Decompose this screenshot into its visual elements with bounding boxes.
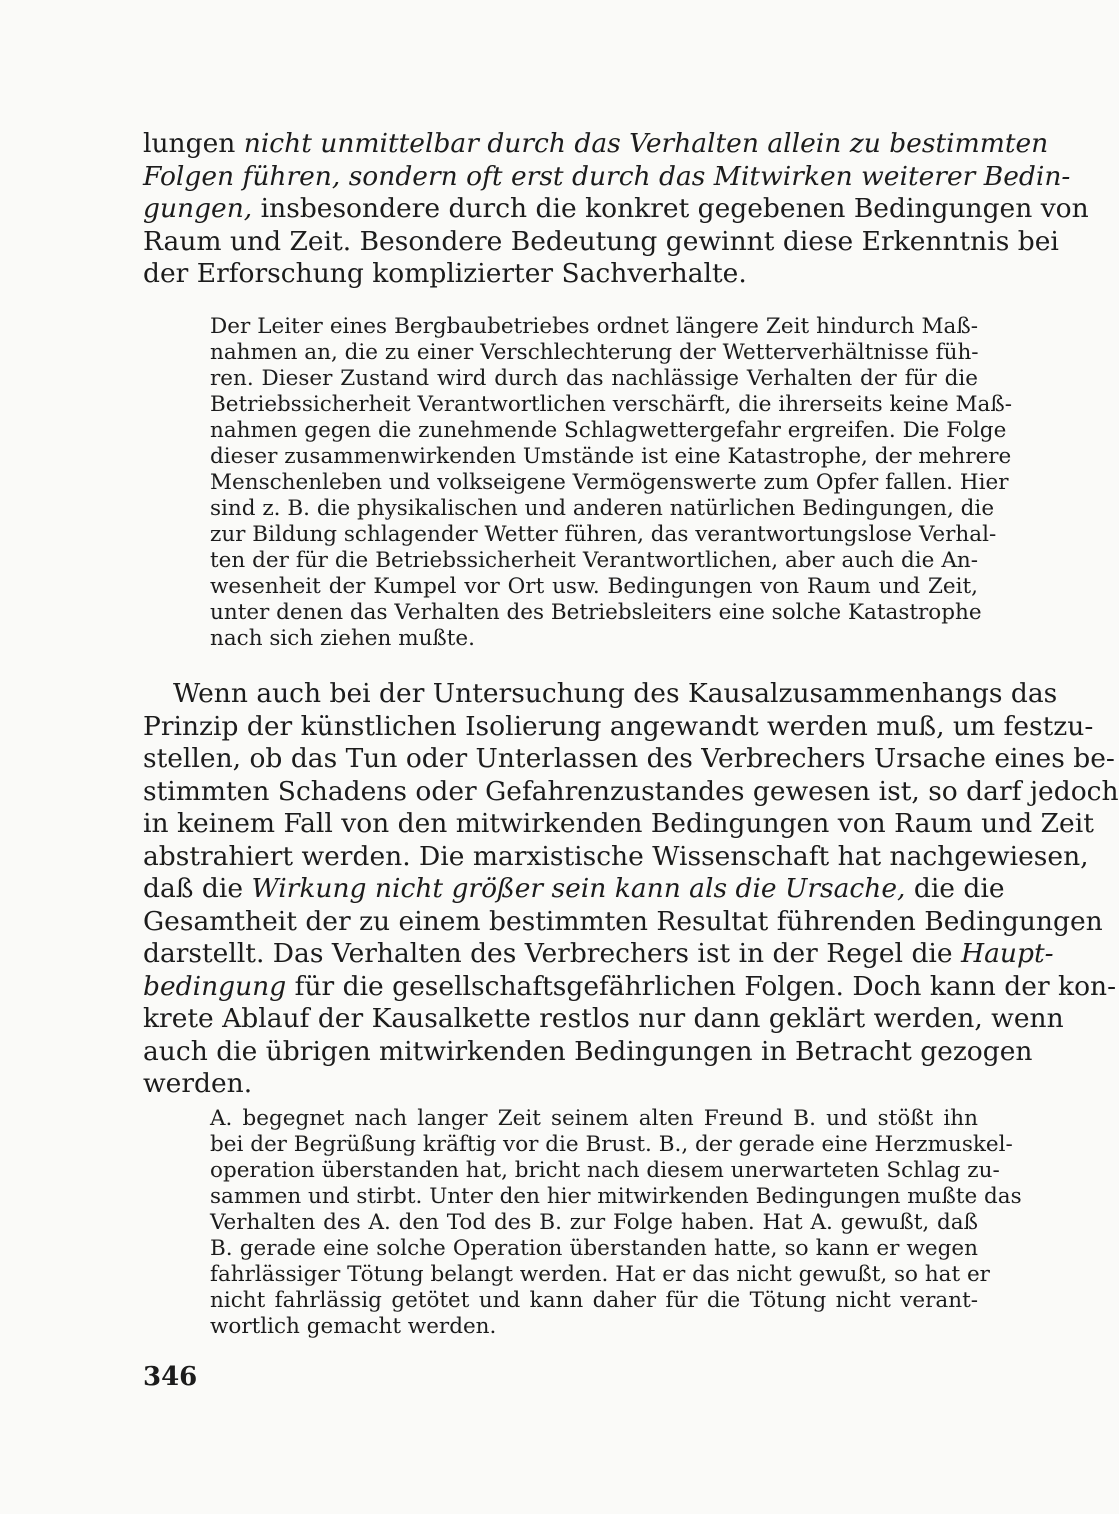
text-line: sind z. B. die physikalischen und anderen natürlichen Bedingungen, die bbox=[210, 496, 995, 521]
text-line: operation überstanden hat, bricht nach diesem unerwarteten Schlag zu- bbox=[210, 1158, 1000, 1183]
text-line bbox=[143, 160, 1071, 193]
text-line bbox=[143, 128, 1049, 160]
text-run: abstrahiert werden. Die marxistische Wissenschaft hat nachgewiesen, bbox=[143, 840, 1089, 872]
text-run: Raum und Zeit. Besondere Bedeutung gewinnt diese Erkenntnis bei bbox=[143, 225, 1059, 257]
text-line: B. gerade eine solche Operation überstanden hatte, so kann er wegen bbox=[210, 1236, 978, 1261]
text-run: Prinzip der künstlichen Isolierung angewandt werden muß, um festzu- bbox=[143, 710, 1094, 742]
text-line: nahmen an, die zu einer Verschlechterung der Wetterverhältnisse füh- bbox=[210, 340, 979, 365]
text-line bbox=[143, 970, 1117, 1003]
text-line: fahrlässiger Tötung belangt werden. Hat er das nicht gewußt, so hat er bbox=[210, 1262, 990, 1287]
text-line bbox=[143, 225, 1059, 258]
italic-emphasis: Folgen führen, sondern oft erst durch das Mitwirken weiterer Bedin- bbox=[143, 160, 1071, 192]
text-run: Gesamtheit der zu einem bestimmten Resultat führenden Bedingungen bbox=[143, 905, 1103, 937]
text-line: unter denen das Verhalten des Betriebsleiters eine solche Katastrophe bbox=[210, 600, 982, 625]
text-line: ten der für die Betriebssicherheit Verantwortlichen, aber auch die An- bbox=[210, 548, 978, 573]
text-run: werden. bbox=[143, 1068, 253, 1099]
text-line: zur Bildung schlagender Wetter führen, das verantwortungslose Verhal- bbox=[210, 522, 997, 547]
text-run: die die bbox=[905, 873, 1005, 904]
text-run: stellen, ob das Tun oder Unterlassen des Verbrechers Ursache eines be- bbox=[143, 743, 1115, 774]
italic-emphasis: Haupt- bbox=[961, 938, 1054, 969]
text-run: daß die bbox=[143, 873, 252, 904]
text-run: in keinem Fall von den mitwirkenden Bedingungen von Raum und Zeit bbox=[143, 808, 1094, 839]
text-line: dieser zusammenwirkenden Umstände ist eine Katastrophe, der mehrere bbox=[210, 444, 1012, 469]
text-line bbox=[143, 1035, 1033, 1068]
text-line bbox=[143, 710, 1094, 743]
text-line: nach sich ziehen mußte. bbox=[210, 626, 475, 651]
text-line bbox=[143, 775, 1119, 808]
text-line: Der Leiter eines Bergbaubetriebes ordnet längere Zeit hindurch Maß- bbox=[210, 314, 978, 339]
text-run: auch die übrigen mitwirkenden Bedingungen in Betracht gezogen bbox=[143, 1035, 1033, 1067]
text-line bbox=[143, 905, 1103, 938]
text-line: nahmen gegen die zunehmende Schlagwettergefahr ergreifen. Die Folge bbox=[210, 418, 1007, 443]
text-line bbox=[143, 193, 1089, 225]
text-run: für die gesellschaftsgefährlichen Folgen. Doch kann der kon- bbox=[286, 970, 1117, 1002]
text-run: insbesondere durch die konkret gegebenen Bedingungen von bbox=[252, 193, 1089, 224]
text-run: lungen bbox=[143, 128, 244, 159]
text-run: der Erforschung komplizierter Sachverhalte. bbox=[143, 258, 747, 289]
text-run: darstellt. Das Verhalten des Verbrechers ist in der Regel die bbox=[143, 938, 961, 969]
italic-emphasis: nicht unmittelbar durch das Verhalten allein zu bestimmten bbox=[243, 128, 1049, 159]
text-line: A. begegnet nach langer Zeit seinem alten Freund B. und stößt ihn bbox=[210, 1106, 978, 1131]
text-line: wesenheit der Kumpel vor Ort usw. Bedingungen von Raum und Zeit, bbox=[210, 574, 978, 599]
text-run: krete Ablauf der Kausalkette restlos nur dann geklärt werden, wenn bbox=[143, 1003, 1064, 1034]
text-run: stimmten Schadens oder Gefahrenzustandes gewesen ist, so darf jedoch bbox=[143, 775, 1119, 807]
text-line: ren. Dieser Zustand wird durch das nachlässige Verhalten der für die bbox=[210, 366, 978, 391]
text-line: Verhalten des A. den Tod des B. zur Folge haben. Hat A. gewußt, daß bbox=[210, 1210, 978, 1235]
italic-emphasis: gungen, bbox=[143, 193, 253, 224]
text-line: bei der Begrüßung kräftig vor die Brust. B., der gerade eine Herzmuskel- bbox=[210, 1132, 1013, 1157]
text-line: Menschenleben und volkseigene Vermögenswerte zum Opfer fallen. Hier bbox=[210, 470, 1009, 495]
text-line bbox=[143, 808, 1094, 840]
text-run: Wenn auch bei der Untersuchung des Kausalzusammenhangs das bbox=[173, 678, 1058, 709]
italic-emphasis: Wirkung nicht größer sein kann als die Ursache, bbox=[251, 873, 906, 904]
italic-emphasis: bedingung bbox=[143, 970, 287, 1002]
text-line: wortlich gemacht werden. bbox=[210, 1314, 497, 1339]
page-number: 346 bbox=[143, 1362, 198, 1392]
text-line: nicht fahrlässig getötet und kann daher für die Tötung nicht verant- bbox=[210, 1288, 978, 1313]
text-line: Betriebssicherheit Verantwortlichen verschärft, die ihrerseits keine Maß- bbox=[210, 392, 1012, 417]
text-line bbox=[143, 258, 747, 290]
text-line bbox=[143, 1068, 252, 1100]
text-line bbox=[173, 678, 1058, 710]
text-line bbox=[143, 873, 1005, 905]
text-line bbox=[143, 1003, 1064, 1035]
text-line bbox=[143, 938, 1054, 970]
text-line bbox=[143, 840, 1089, 873]
text-line bbox=[143, 743, 1115, 775]
text-line: sammen und stirbt. Unter den hier mitwirkenden Bedingungen mußte das bbox=[210, 1184, 1022, 1209]
